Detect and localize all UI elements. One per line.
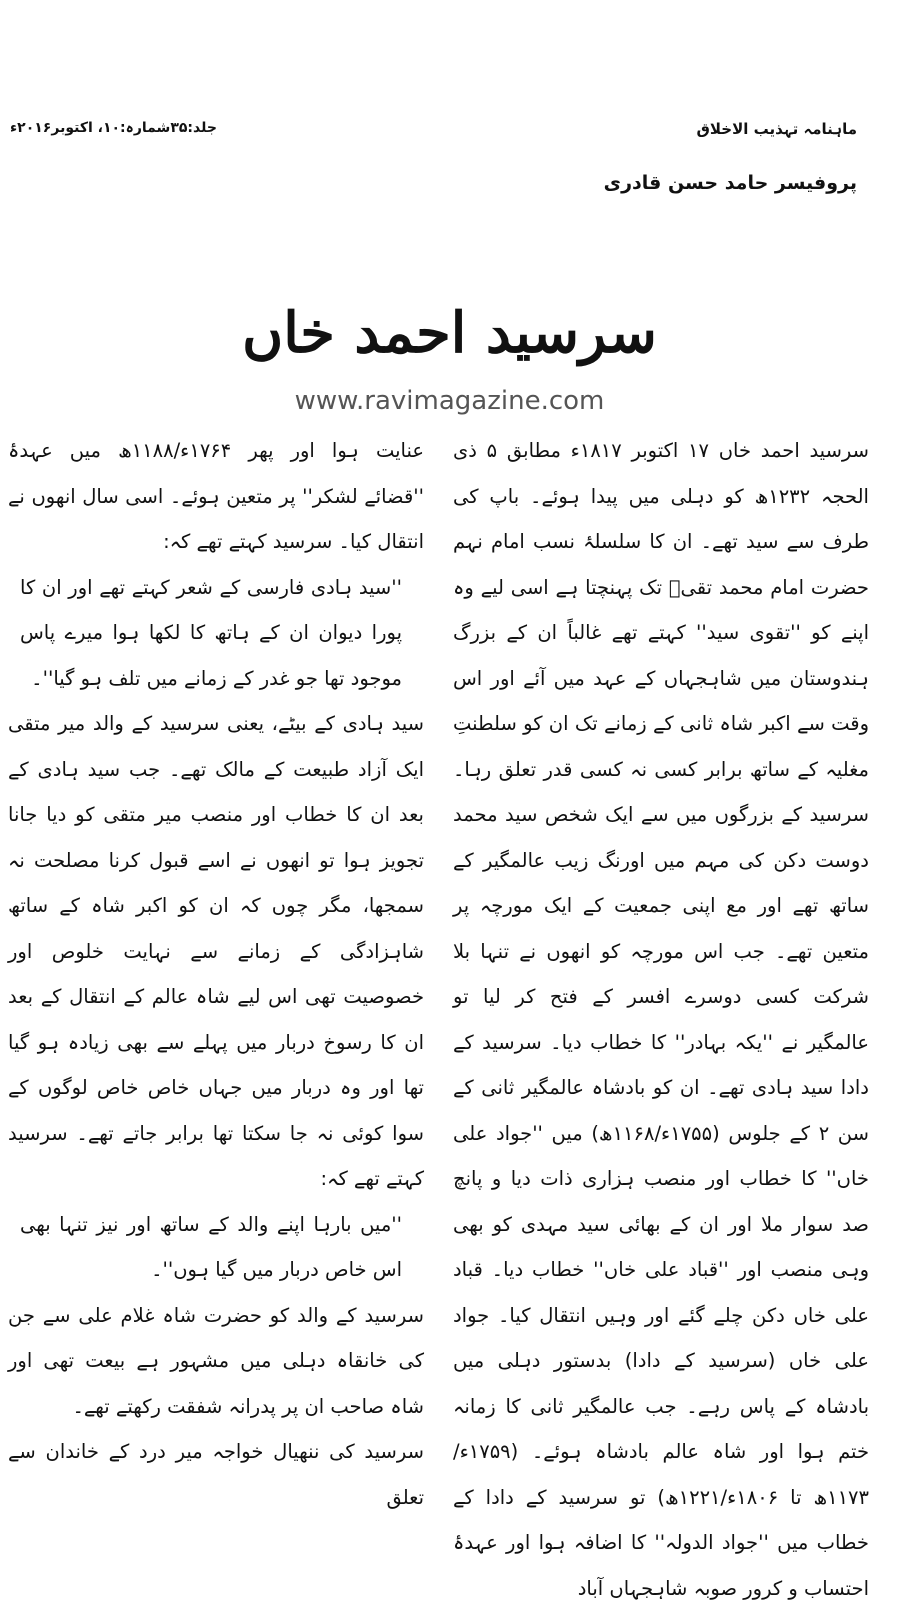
left-column [8,428,424,1509]
paragraph: سید ہادی کے بیٹے، یعنی سرسید کے والد میر متقی ایک آزاد طبیعت کے مالک تھے۔ جب سید ہادی کے بعد ان کا خطاب اور منصب میر متقی کو دیا جانا تجویز ہوا تو انھوں نے اسے قبول کرنا مصلحت نہ سمجھا، مگر چوں کہ ان کو اکبر شاہ کے ساتھ شاہزادگی کے زمانے سے نہایت خلوص اور خصوصیت تھی اس لیے شاہ عالم کے انتقال کے بعد ان کا رسوخ دربار میں پہلے سے بھی زیادہ ہو گیا تھا اور وہ دربار میں جہاں خاص خاص لوگوں کے سوا کوئی نہ جا سکتا تھا برابر جاتے تھے۔ سرسید کہتے تھے کہ: [8,712,424,1190]
author-name: پروفیسر حامد حسن قادری [603,172,857,194]
page-header [0,120,899,150]
paragraph: سرسید کی ننھیال خواجہ میر درد کے خاندان سے تعلق [8,1440,424,1509]
paragraph: سرسید احمد خاں ۱۷ اکتوبر ۱۸۱۷ء مطابق ۵ ذی الحجہ ۱۲۳۲ھ کو دہلی میں پیدا ہوئے۔ باپ کی طرف سے سید تھے۔ ان کا سلسلۂ نسب امام نہم حضرت امام محمد تقیؑ تک پہنچتا ہے اسی لیے وہ اپنے کو ''تقوی سید'' کہتے تھے غالباً ان کے بزرگ ہندوستان میں شاہجہاں کے عہد میں آئے اور اس وقت سے اکبر شاہ ثانی کے زمانے تک ان کو سلطنتِ مغلیہ کے ساتھ برابر کسی نہ کسی قدر تعلق رہا۔ سرسید کے بزرگوں میں سے ایک شخص سید محمد دوست دکن کی مہم میں اورنگ زیب عالمگیر کے ساتھ تھے اور مع اپنی جمعیت کے ایک مورچہ پر متعین تھے۔ جب اس مورچہ کو انھوں نے تنہا بلا شرکت کسی دوسرے افسر کے فتح کر لیا تو عالمگیر نے ''یکہ بہادر'' کا خطاب دیا۔ سرسید کے دادا سید ہادی تھے۔ ان کو بادشاہ عالمگیر ثانی کے سن ۲ کے جلوس (۱۷۵۵ء/۱۱۶۸ھ) میں ''جواد علی خاں'' کا خطاب اور منصب ہزاری ذات دیا و پانچ صد سوار ملا اور ان کے بھائی سید مہدی کو بھی وہی منصب اور ''قباد علی خاں'' خطاب دیا۔ قباد علی خاں دکن چلے گئے اور وہیں انتقال کیا۔ جواد علی خاں (سرسید کے دادا) بدستور دہلی میں بادشاہ کے پاس رہے۔ جب عالمگیر ثانی کا زمانہ ختم ہوا اور شاہ عالم بادشاہ ہوئے۔ (۱۷۵۹ء/۱۱۷۳ھ تا ۱۸۰۶ء/۱۲۲۱ھ) تو سرسید کے دادا کے خطاب میں ''جواد الدولہ'' کا اضافہ ہوا اور عہدۂ احتساب و کرور صوبہ شاہجہاں آباد [453,439,870,1600]
block-quote: ''سید ہادی فارسی کے شعر کہتے تھے اور ان کا پورا دیوان ان کے ہاتھ کا لکھا ہوا میرے پاس موجود تھا جو غدر کے زمانے میں تلف ہو گیا''۔ [20,575,402,690]
paragraph: سرسید کے والد کو حضرت شاہ غلام علی سے جن کی خانقاہ دہلی میں مشہور ہے بیعت تھی اور شاہ صاحب ان پر پدرانہ شفقت رکھتے تھے۔ [8,1303,424,1418]
right-column [453,428,870,1600]
block-quote: ''میں بارہا اپنے والد کے ساتھ اور نیز تنہا بھی اس خاص دربار میں گیا ہوں''۔ [20,1212,402,1281]
issue-info: جلد:۳۵شمارہ:۱۰، اکتوبر۲۰۱۶ء [10,120,217,136]
paragraph: عنایت ہوا اور پھر ۱۷۶۴ء/۱۱۸۸ھ میں عہدۂ ''قضائے لشکر'' پر متعین ہوئے۔ اسی سال انھوں نے انتقال کیا۔ سرسید کہتے تھے کہ: [8,439,424,553]
magazine-name: ماہنامہ تہذیب الاخلاق [696,120,857,138]
article-title: سرسید احمد خاں [242,300,657,366]
watermark-url: www.ravimagazine.com [294,386,605,416]
